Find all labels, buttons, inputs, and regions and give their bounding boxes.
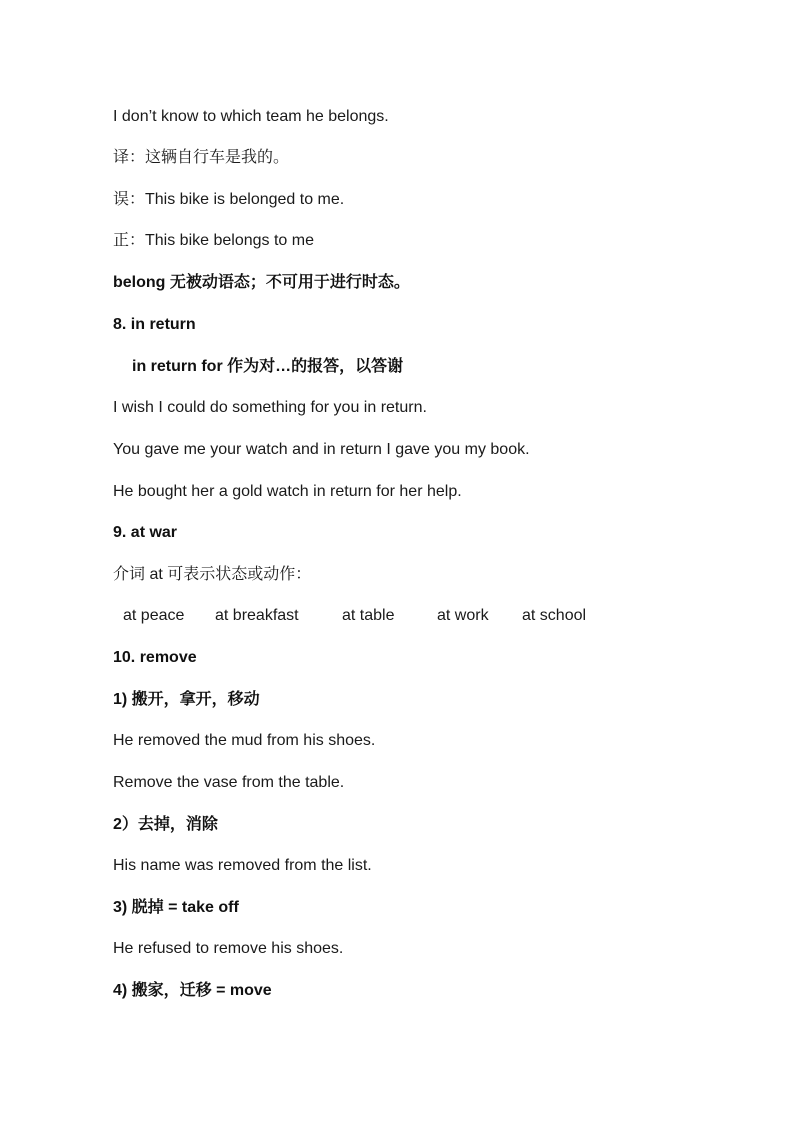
at-phrase-list (0, 606, 793, 626)
translation-line: 译：这辆自行车是我的。 (113, 149, 290, 166)
heading-in-return: 8. in return (113, 316, 196, 333)
sense-1-heading: 1) 搬开，拿开，移动 (113, 691, 260, 708)
phrase-item: at table (342, 607, 395, 624)
phrase-item: at work (437, 607, 489, 624)
preposition-at-note: 介词 at 可表示状态或动作： (113, 566, 312, 583)
phrase-item: at school (522, 607, 587, 624)
example-sentence-belongs-team: I don’t know to which team he belongs. (113, 108, 389, 125)
example-sentence-4: He removed the mud from his shoes. (113, 732, 376, 749)
usage-note-belong: belong 无被动语态；不可用于进行时态。 (113, 274, 410, 291)
heading-at-war: 9. at war (113, 524, 178, 541)
phrase-item: at peace (123, 607, 185, 624)
sense-3-heading: 3) 脱掉 = take off (113, 899, 239, 916)
subheading-in-return-for: in return for 作为对…的报答，以答谢 (132, 358, 404, 375)
sense-2-heading: 2）去掉，消除 (113, 816, 218, 833)
example-sentence-2: You gave me your watch and in return I gave you my book. (113, 441, 530, 458)
sense-4-heading: 4) 搬家，迁移 = move (113, 982, 272, 999)
example-sentence-6: His name was removed from the list. (113, 857, 372, 874)
example-sentence-1: I wish I could do something for you in return. (113, 399, 427, 416)
example-sentence-5: Remove the vase from the table. (113, 774, 345, 791)
heading-remove: 10. remove (113, 649, 197, 666)
correct-example: 正：This bike belongs to me (113, 232, 314, 249)
phrase-item: at breakfast (215, 607, 299, 624)
incorrect-example: 误：This bike is belonged to me. (113, 191, 345, 208)
example-sentence-3: He bought her a gold watch in return for her help. (113, 483, 462, 500)
example-sentence-7: He refused to remove his shoes. (113, 940, 344, 957)
